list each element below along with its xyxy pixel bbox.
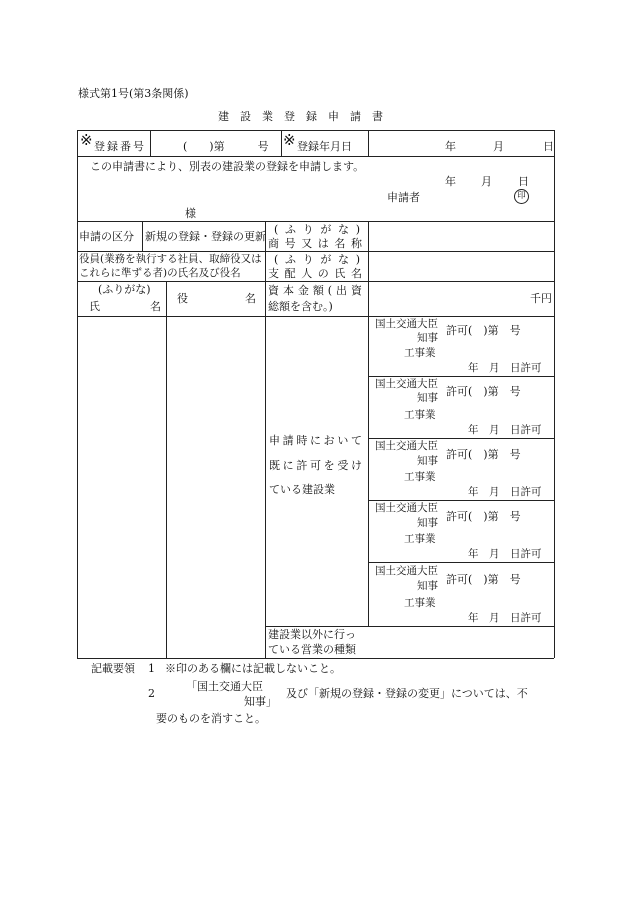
officer-label-line2: これらに準ずる者)の氏名及び役名: [79, 267, 241, 279]
capital-label-line2: 総額を含む。): [268, 300, 333, 313]
asterisk-mark: ※: [80, 131, 93, 149]
form-title: 建 設 業 登 録 申 請 書: [218, 110, 383, 123]
permit-date[interactable]: 年 月 日許可: [468, 424, 542, 436]
registration-number-field[interactable]: ( )第 号: [183, 140, 269, 153]
application-date-month[interactable]: 月: [481, 175, 492, 188]
trade-name-label: 商号又は名称: [268, 237, 362, 250]
permit-number[interactable]: 許可( )第 号: [446, 385, 521, 398]
permit-minister: 国土交通大臣: [375, 318, 438, 330]
other-business-line2: ている営業の種類: [268, 643, 356, 656]
registration-date-year[interactable]: 年: [445, 140, 456, 153]
application-class-value[interactable]: 新規の登録・登録の更新: [145, 230, 266, 243]
application-date-year[interactable]: 年: [445, 175, 456, 188]
officer-label-line1: 役員(業務を執行する社員、取締役又は: [79, 253, 262, 265]
seal-icon: 印: [514, 189, 529, 204]
applicant-label: 申請者: [387, 191, 420, 204]
asterisk-mark: ※: [283, 131, 296, 149]
note-2-text: 及び「新規の登録・登録の変更」については、不: [286, 687, 528, 700]
notes-heading: 記載要領: [91, 662, 135, 675]
name-header-b: 名: [150, 300, 161, 313]
note-2-quote-line1: 「国土交通大臣: [186, 680, 263, 693]
form-number: 様式第1号(第3条関係): [78, 87, 189, 100]
capital-unit: 千円: [530, 292, 552, 305]
permit-governor: 知事: [417, 455, 438, 467]
manager-furigana: (ふりがな): [274, 253, 360, 266]
permit-number[interactable]: 許可( )第 号: [446, 448, 521, 461]
licensed-label-line1: 申請時において: [269, 434, 362, 447]
licensed-label-line3: ている建設業: [269, 483, 335, 496]
permit-governor: 知事: [417, 392, 438, 404]
trade-name-furigana: (ふりがな): [274, 223, 360, 236]
permit-number[interactable]: 許可( )第 号: [446, 324, 521, 337]
note-2-text-continued: 要のものを消すこと。: [156, 712, 266, 725]
permit-work-type[interactable]: 工事業: [404, 409, 436, 421]
registration-date-label: 登録年月日: [297, 140, 352, 153]
registration-date-month[interactable]: 月: [493, 140, 504, 153]
note-1-number: 1: [148, 662, 155, 675]
other-business-line1: 建設業以外に行っ: [268, 628, 356, 641]
permit-date[interactable]: 年 月 日許可: [468, 548, 542, 560]
role-header-b: 名: [245, 292, 256, 305]
permit-minister: 国土交通大臣: [375, 440, 438, 452]
permit-governor: 知事: [417, 517, 438, 529]
permit-date[interactable]: 年 月 日許可: [468, 612, 542, 624]
note-2-number: 2: [148, 687, 155, 700]
permit-number[interactable]: 許可( )第 号: [446, 573, 521, 586]
permit-minister: 国土交通大臣: [375, 502, 438, 514]
name-header-a: 氏: [89, 300, 100, 313]
honorific-sama: 様: [185, 207, 196, 220]
application-date-day[interactable]: 日: [518, 175, 529, 188]
registration-number-label: 登録番号: [94, 140, 146, 153]
permit-date[interactable]: 年 月 日許可: [468, 362, 542, 374]
registration-date-day[interactable]: 日: [543, 140, 554, 153]
permit-work-type[interactable]: 工事業: [404, 347, 436, 359]
permit-date[interactable]: 年 月 日許可: [468, 486, 542, 498]
permit-governor: 知事: [417, 332, 438, 344]
permit-work-type[interactable]: 工事業: [404, 533, 436, 545]
manager-name-label: 支配人の氏名: [268, 267, 362, 280]
licensed-label-line2: 既に許可を受け: [269, 459, 362, 472]
permit-work-type[interactable]: 工事業: [404, 597, 436, 609]
permit-governor: 知事: [417, 580, 438, 592]
application-class-label: 申請の区分: [79, 230, 134, 243]
name-furigana-header: (ふりがな): [98, 283, 151, 296]
permit-minister: 国土交通大臣: [375, 378, 438, 390]
application-statement: この申請書により、別表の建設業の登録を申請します。: [90, 160, 365, 173]
permit-number[interactable]: 許可( )第 号: [446, 510, 521, 523]
capital-label-line1: 資本金額(出資: [268, 284, 362, 297]
role-header-a: 役: [177, 292, 188, 305]
permit-work-type[interactable]: 工事業: [404, 471, 436, 483]
note-1-text: ※印のある欄には記載しないこと。: [165, 662, 341, 675]
permit-minister: 国土交通大臣: [375, 565, 438, 577]
note-2-quote-line2: 知事」: [244, 695, 277, 708]
